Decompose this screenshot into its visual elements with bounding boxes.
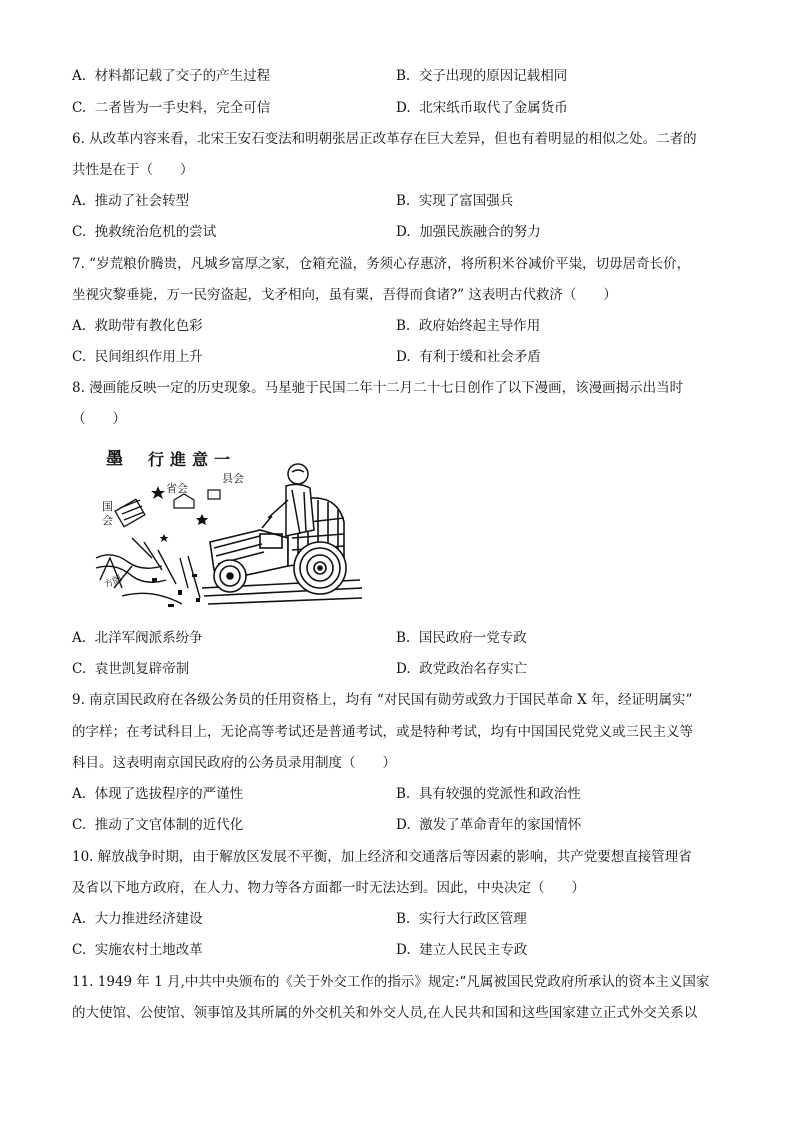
q10-stem-line-1: 10. 解放战争时期，由于解放区发展不平衡，加上经济和交通落后等因素的影响，共产党要想直接管理省: [72, 849, 692, 865]
q10-option-b: B. 实行大行政区管理: [396, 911, 527, 927]
q5-option-c: C. 二者皆为一手史料，完全可信: [72, 100, 271, 116]
q7-option-b: B. 政府始终起主导作用: [396, 318, 541, 334]
q10-option-c: C. 实施农村土地改革: [72, 942, 203, 958]
q9-option-c: C. 推动了文官体制的近代化: [72, 817, 244, 833]
q8-option-c: C. 袁世凯复辟帝制: [72, 661, 190, 677]
q8-option-b: B. 国民政府一党专政: [396, 630, 527, 646]
flying-building-provincial: [174, 494, 194, 508]
q7-stem-line-2: 坐视灾黎垂毙，万一民穷盗起，戈矛相向，虽有粟，吾得而食诸?” 这表明古代救济（ ）: [72, 287, 617, 303]
q8-option-a: A. 北洋军阀派系纷争: [72, 630, 203, 646]
q6-stem-line-1: 6. 从改革内容来看，北宋王安石变法和明朝张居正改革存在巨大差异，但也有着明显的相似之处。二者的: [72, 131, 697, 147]
cartoon-fragments: [152, 574, 200, 607]
cartoon-label-county: 县会: [222, 472, 244, 485]
q11-stem-line-2: 的大使馆、公使馆、领事馆及其所属的外交机关和外交人员,在人民共和国和这些国家建立正式外交关系以: [72, 1005, 698, 1021]
q5-option-b: B. 交子出现的原因记载相同: [396, 68, 568, 84]
q10-option-a: A. 大力推进经济建设: [72, 911, 203, 927]
q10-stem-line-2: 及省以下地方政府，在人力、物力等各方面都一时无法达到。因此，中央决定（ ）: [72, 880, 585, 896]
cartoon-label-debris: 方阁: [103, 574, 124, 591]
cartoon-label-national-1: 国: [102, 500, 113, 513]
flying-building-national: [115, 499, 145, 527]
cartoon-ruins: [96, 538, 200, 604]
q5-option-a: A. 材料都记载了交子的产生过程: [72, 68, 271, 84]
q6-option-a: A. 推动了社会转型: [72, 193, 190, 209]
cartoon-label-provincial: 省会: [166, 482, 188, 495]
q8-stem-line-2: （ ）: [72, 411, 126, 427]
q6-option-d: D. 加强民族融合的努力: [396, 224, 541, 240]
q11-stem-line-1: 11. 1949 年 1 月,中共中央颁布的《关于外交工作的指示》规定:“凡属被国民党政府所承认的资本主义国家: [72, 974, 710, 990]
q9-option-d: D. 激发了革命青年的家国情怀: [396, 817, 582, 833]
q6-option-b: B. 实现了富国强兵: [396, 193, 514, 209]
cartoon-caption: 行進意一: [148, 450, 237, 469]
q8-option-d: D. 政党政治名存实亡: [396, 661, 528, 677]
cartoon-driver: [262, 464, 314, 536]
q9-stem-line-3: 科目。这表明南京国民政府的公务员录用制度（ ）: [72, 755, 396, 771]
q7-stem-line-1: 7. “岁荒粮价腾贵，凡城乡富厚之家，仓箱充溢，务须心存惠济，将所积米谷减价平粜，切毋居奇长价，: [72, 256, 691, 272]
cartoon-signature: 墨: [106, 449, 123, 469]
q9-stem-line-1: 9. 南京国民政府在各级公务员的任用资格上，均有 “对民国有勋劳或致力于国民革命 X 年，经证明属实”: [72, 692, 693, 708]
q8-cartoon-image: [92, 438, 366, 614]
q7-option-d: D. 有利于缓和社会矛盾: [396, 349, 541, 365]
flying-building-county: [208, 490, 220, 499]
q9-option-a: A. 体现了选拔程序的严谨性: [72, 786, 244, 802]
q8-stem-line-1: 8. 漫画能反映一定的历史现象。马星驰于民国二年十二月二十七日创作了以下漫画，该漫画揭示出当时: [72, 380, 684, 396]
q6-option-c: C. 挽救统治危机的尝试: [72, 224, 217, 240]
q9-option-b: B. 具有较强的党派性和政治性: [396, 786, 581, 802]
q10-option-d: D. 建立人民民主专政: [396, 942, 528, 958]
q5-option-d: D. 北宋纸币取代了金属货币: [396, 100, 568, 116]
cartoon-label-national-2: 会: [102, 514, 113, 527]
q9-stem-line-2: 的字样；在考试科目上，无论高等考试还是普通考试，或是特种考试，均有中国国民党党义或三民主义等: [72, 724, 693, 740]
q7-option-a: A. 救助带有教化色彩: [72, 318, 203, 334]
q6-stem-line-2: 共性是在于（ ）: [72, 162, 194, 178]
q7-option-c: C. 民间组织作用上升: [72, 349, 203, 365]
